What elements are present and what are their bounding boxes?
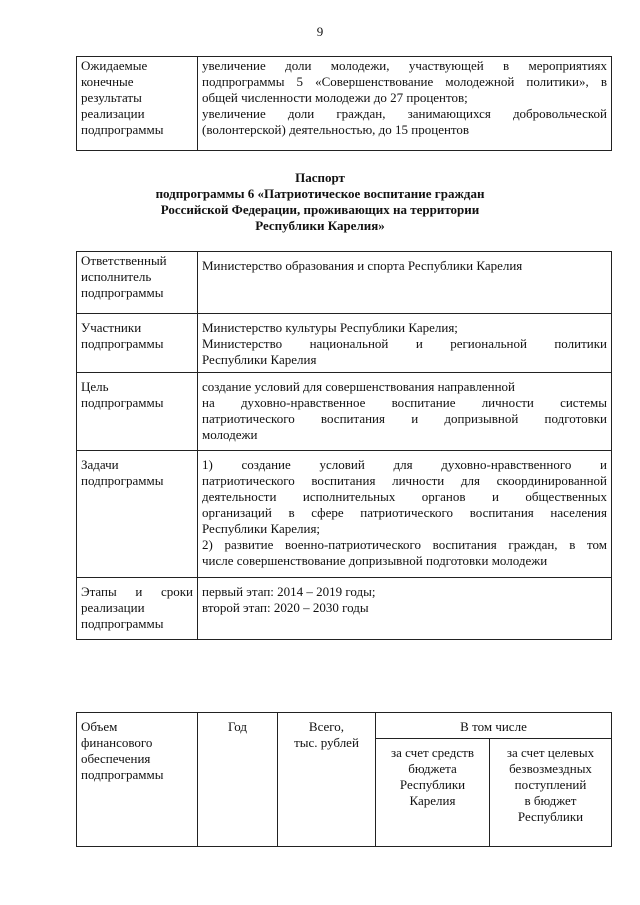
header-line: поступлений bbox=[514, 777, 587, 792]
finance-table bbox=[76, 712, 612, 847]
label-line: Объем bbox=[81, 719, 118, 734]
value-line: общей численности молодежи до 27 процентов; bbox=[202, 90, 468, 105]
value-line: создание условий для совершенствования направленной bbox=[202, 379, 515, 394]
header-line: Всего, bbox=[308, 719, 345, 734]
row-label bbox=[77, 57, 198, 151]
value-line: Министерство образования и спорта Республики Карелия bbox=[202, 258, 523, 273]
value-line: подпрограммы 5 «Совершенствование молодежной политики», в bbox=[202, 74, 607, 89]
value-line: (волонтерской) деятельностью, до 15 процентов bbox=[202, 122, 470, 137]
label-line: Цель bbox=[81, 379, 109, 394]
table-row bbox=[77, 373, 612, 451]
title-line: Республики Карелия» bbox=[255, 218, 385, 233]
value-line: патриотического воспитания и допризывной подготовки bbox=[202, 411, 607, 426]
table-row bbox=[77, 57, 612, 151]
title-line: Российской Федерации, проживающих на территории bbox=[160, 202, 480, 217]
header-line: тыс. рублей bbox=[294, 735, 359, 750]
including-header-text: В том числе bbox=[460, 719, 527, 734]
header-line: Республики bbox=[517, 809, 584, 824]
value-line: на духовно-нравственное воспитание личности системы bbox=[202, 395, 607, 410]
value-line: Республики Карелия bbox=[202, 352, 317, 367]
table-row bbox=[77, 713, 612, 739]
budget-header bbox=[376, 739, 490, 847]
label-line: конечные bbox=[81, 74, 134, 89]
label-line: обеспечения bbox=[81, 751, 151, 766]
label-line: подпрограммы bbox=[81, 767, 164, 782]
label-line: подпрограммы bbox=[81, 122, 164, 137]
label-line: подпрограммы bbox=[81, 336, 164, 351]
row-label bbox=[77, 451, 198, 578]
value-line: организаций в сфере патриотического воспитания населения bbox=[202, 505, 607, 520]
finance-label bbox=[77, 713, 198, 847]
row-value bbox=[198, 578, 612, 640]
value-line: увеличение доли граждан, занимающихся добровольческой bbox=[202, 106, 607, 121]
row-label bbox=[77, 314, 198, 373]
row-value bbox=[198, 252, 612, 314]
label-line: подпрограммы bbox=[81, 616, 164, 631]
label-line: исполнитель bbox=[81, 269, 152, 284]
table-row bbox=[77, 578, 612, 640]
value-line: Министерство культуры Республики Карелия; bbox=[202, 320, 458, 335]
passport-title bbox=[0, 170, 640, 234]
label-line: подпрограммы bbox=[81, 285, 164, 300]
value-line: 2) развитие военно-патриотического воспитания граждан, в том bbox=[202, 537, 607, 552]
label-line: Задачи bbox=[81, 457, 119, 472]
title-line: Паспорт bbox=[295, 170, 345, 185]
header-line: за счет средств bbox=[391, 745, 474, 760]
row-label bbox=[77, 578, 198, 640]
passport-table bbox=[76, 251, 612, 640]
year-header bbox=[198, 713, 278, 847]
label-line: Этапы и сроки bbox=[81, 584, 193, 599]
row-value bbox=[198, 314, 612, 373]
row-value bbox=[198, 451, 612, 578]
value-line: увеличение доли молодежи, участвующей в мероприятиях bbox=[202, 58, 607, 73]
value-line: Министерство национальной и региональной политики bbox=[202, 336, 607, 351]
header-line: в бюджет bbox=[524, 793, 577, 808]
year-header-text: Год bbox=[227, 719, 248, 734]
value-line: молодежи bbox=[202, 427, 258, 442]
row-label bbox=[77, 373, 198, 451]
label-line: реализации bbox=[81, 600, 145, 615]
targeted-header bbox=[490, 739, 612, 847]
label-line: результаты bbox=[81, 90, 142, 105]
table-row bbox=[77, 451, 612, 578]
page-number: 9 bbox=[316, 24, 324, 39]
value-line: патриотического воспитания личности для скоординированной bbox=[202, 473, 607, 488]
table-row bbox=[77, 252, 612, 314]
value-line: второй этап: 2020 – 2030 годы bbox=[202, 600, 369, 615]
header-line: бюджета bbox=[408, 761, 457, 776]
total-header bbox=[278, 713, 376, 847]
label-line: Участники bbox=[81, 320, 142, 335]
label-line: Ожидаемые bbox=[81, 58, 148, 73]
header-line: за счет целевых bbox=[506, 745, 595, 760]
label-line: подпрограммы bbox=[81, 473, 164, 488]
row-value bbox=[198, 57, 612, 151]
value-line: числе совершенствование допризывной подготовки молодежи bbox=[202, 553, 548, 568]
header-line: безвозмездных bbox=[509, 761, 592, 776]
value-line: деятельности исполнительных органов и общественных bbox=[202, 489, 607, 504]
results-table bbox=[76, 56, 612, 151]
including-header bbox=[376, 713, 612, 739]
table-row bbox=[77, 314, 612, 373]
header-line: Республики bbox=[399, 777, 466, 792]
label-line: подпрограммы bbox=[81, 395, 164, 410]
label-line: Ответственный bbox=[81, 253, 167, 268]
label-line: реализации bbox=[81, 106, 145, 121]
value-line: первый этап: 2014 – 2019 годы; bbox=[202, 584, 376, 599]
value-line: Республики Карелия; bbox=[202, 521, 321, 536]
header-line: Карелия bbox=[409, 793, 456, 808]
title-line: подпрограммы 6 «Патриотическое воспитание граждан bbox=[155, 186, 485, 201]
label-line: финансового bbox=[81, 735, 153, 750]
value-line: 1) создание условий для духовно-нравственного и bbox=[202, 457, 607, 472]
row-value bbox=[198, 373, 612, 451]
row-label bbox=[77, 252, 198, 314]
